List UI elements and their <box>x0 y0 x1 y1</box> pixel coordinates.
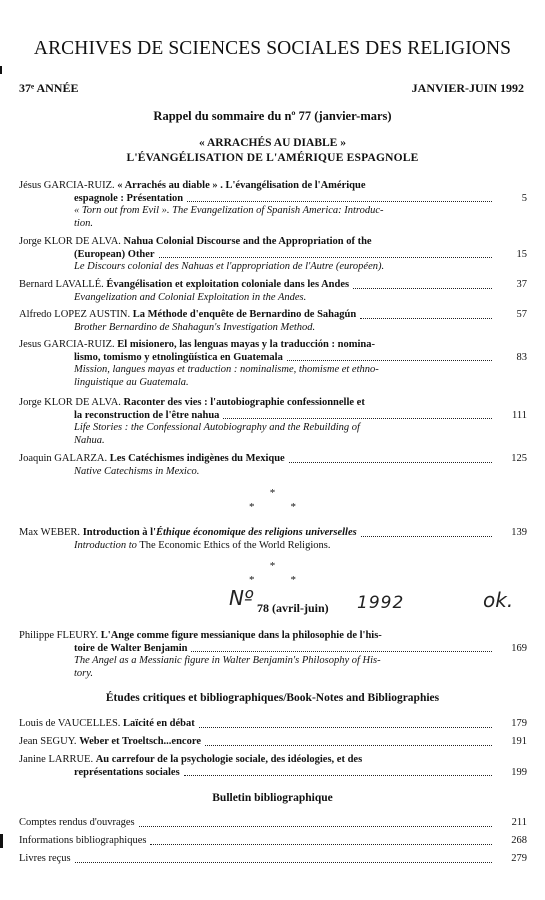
entry-title: Les Catéchismes indigènes du Mexique <box>109 453 285 464</box>
dot-leader <box>361 536 492 537</box>
dot-leader <box>205 745 492 746</box>
toc-entry <box>19 527 496 552</box>
handwritten-year-note: 1992 <box>357 593 405 613</box>
toc-entry <box>19 453 496 478</box>
toc-entry <box>19 180 496 230</box>
entry-title: Introduction à l' <box>82 527 157 538</box>
page-number: 199 <box>511 767 527 778</box>
page-number: 5 <box>521 193 527 204</box>
toc-entry <box>19 736 496 749</box>
dot-leader <box>353 288 492 289</box>
page-number: 268 <box>511 835 527 846</box>
page-number: 169 <box>511 643 527 654</box>
dot-leader <box>360 318 492 319</box>
entry-author: Jorge KLOR DE ALVA. <box>19 236 121 247</box>
entry-subtitle: Native Catechisms in Mexico. <box>74 465 200 477</box>
dot-leader <box>184 775 492 776</box>
entry-author: Jesus GARCIA-RUIZ. <box>19 339 115 350</box>
page-number: 191 <box>511 736 527 747</box>
dot-leader <box>287 360 492 361</box>
dot-leader <box>223 418 492 419</box>
page-number: 15 <box>516 249 527 260</box>
page-number: 179 <box>511 718 527 729</box>
recall-heading: Rappel du sommaire du nº 77 (janvier-mars) <box>153 109 392 123</box>
entry-author: Jésus GARCIA-RUIZ. <box>19 180 115 191</box>
entry-title: Laïcité en débat <box>123 718 195 729</box>
entry-subtitle: Brother Bernardino de Shahagun's Investigation Method. <box>74 321 316 333</box>
bulletin-label: Livres reçus <box>19 853 71 864</box>
entry-subtitle: The Angel as a Messianic figure in Walter Benjamin's Philosophy of His- <box>74 655 381 666</box>
etudes-heading: Études critiques et bibliographiques/Book-Notes and Bibliographies <box>105 692 440 704</box>
entry-subtitle: « Torn out from Evil ». The Evangelization of Spanish America: Introduc- <box>74 205 384 216</box>
entry-title: Nahua Colonial Discourse and the Appropriation of the <box>123 236 372 247</box>
entry-title: Raconter des vies : l'autobiographie confessionnelle et <box>123 397 365 408</box>
bulletin-label: Comptes rendus d'ouvrages <box>19 817 135 828</box>
bulletin-item <box>19 835 496 848</box>
toc-entry <box>19 718 496 731</box>
entry-author: Philippe FLEURY. <box>19 630 99 641</box>
entry-author: Bernard LAVALLÉ. <box>19 279 104 290</box>
page-number: 125 <box>511 453 527 464</box>
dot-leader <box>289 462 492 463</box>
entry-title-italic: Éthique économique des religions universelles <box>156 527 357 538</box>
star: * <box>290 574 296 586</box>
handwritten-ok-note: ok. <box>483 588 514 612</box>
toc-entry <box>19 397 496 447</box>
star: * <box>249 574 255 586</box>
bulletin-item <box>19 853 496 866</box>
issue-date: JANVIER-JUIN 1992 <box>411 81 524 95</box>
entry-title: Évangélisation et exploitation coloniale dans les Andes <box>106 279 350 290</box>
dot-leader <box>159 257 492 258</box>
page-number: 279 <box>511 853 527 864</box>
entry-subtitle: Evangelization and Colonial Exploitation in the Andes. <box>74 291 307 303</box>
entry-title-cont: représentations sociales <box>74 766 180 778</box>
entry-subtitle: Le Discours colonial des Nahuas et l'appropriation de l'Autre (européen). <box>74 261 385 272</box>
entry-title: Weber et Troeltsch...encore <box>79 736 201 747</box>
toc-entry <box>19 754 496 779</box>
entry-subtitle-cont: tion. <box>74 217 93 229</box>
entry-author: Janine LARRUE. <box>19 754 94 765</box>
dot-leader <box>199 727 492 728</box>
star: * <box>269 487 276 499</box>
section-separator <box>0 488 545 499</box>
dot-leader <box>187 201 492 202</box>
toc-entry <box>19 630 496 680</box>
entry-title: La Méthode d'enquête de Bernardino de Sahagún <box>132 309 357 320</box>
entry-subtitle-cont: linguistique au Guatemala. <box>74 376 189 388</box>
entry-title-cont: (European) Other <box>74 248 155 260</box>
entry-title-cont: la reconstruction de l'être nahua <box>74 409 220 421</box>
section-separator <box>0 561 545 572</box>
page-number: 211 <box>511 817 527 828</box>
entry-subtitle: The Economic Ethics of the World Religions. <box>136 539 331 551</box>
star: * <box>249 501 255 513</box>
page-number: 139 <box>511 527 527 538</box>
dot-leader <box>75 862 492 863</box>
toc-entry <box>19 236 496 274</box>
dot-leader <box>139 826 492 827</box>
entry-title: « Arrachés au diable » . L'évangélisation de l'Amérique <box>117 180 366 191</box>
star: * <box>269 560 276 572</box>
bulletin-heading: Bulletin bibliographique <box>212 792 333 804</box>
entry-author: Alfredo LOPEZ AUSTIN. <box>19 309 131 320</box>
entry-author: Jorge KLOR DE ALVA. <box>19 397 121 408</box>
entry-subtitle: Mission, langues mayas et traduction : nominalisme, thomisme et ethno- <box>74 364 379 375</box>
theme-line-1: « ARRACHÉS AU DIABLE » <box>199 137 346 149</box>
entry-author: Louis de VAUCELLES. <box>19 718 121 729</box>
star: * <box>290 501 296 513</box>
page-number: 83 <box>516 352 527 363</box>
section-separator <box>0 575 545 586</box>
year-label: 37ᵉ ANNÉE <box>19 81 79 95</box>
entry-author: Joaquin GALARZA. <box>19 453 108 464</box>
entry-title: L'Ange comme figure messianique dans la philosophie de l'his- <box>100 630 382 641</box>
entry-title-cont: toire de Walter Benjamin <box>74 642 188 654</box>
journal-title: ARCHIVES DE SCIENCES SOCIALES DES RELIGIONS <box>33 38 512 59</box>
entry-title: El misionero, las lenguas mayas y la traducción : nomina- <box>117 339 375 350</box>
entry-subtitle-italic: Introduction to <box>74 539 137 551</box>
dot-leader <box>150 844 492 845</box>
entry-subtitle-cont: Nahua. <box>74 434 105 446</box>
toc-entry <box>19 279 496 304</box>
scan-mark <box>0 834 3 848</box>
page-number: 37 <box>516 279 527 290</box>
entry-author: Jean SEGUY. <box>19 736 77 747</box>
entry-subtitle-cont: tory. <box>74 667 93 679</box>
bulletin-label: Informations bibliographiques <box>19 835 147 846</box>
issue-78-heading: 78 (avril-juin) <box>257 601 329 615</box>
entry-title-cont: lismo, tomismo y etnolingüística en Guatemala <box>74 351 283 363</box>
toc-entry <box>19 339 496 389</box>
handwritten-number-mark: Nº <box>229 586 254 610</box>
page-number: 111 <box>512 410 527 421</box>
scan-mark <box>0 66 2 74</box>
section-separator <box>0 502 545 513</box>
entry-subtitle: Life Stories : the Confessional Autobiography and the Rebuilding of <box>74 422 360 433</box>
page-number: 57 <box>516 309 527 320</box>
bulletin-item <box>19 817 496 830</box>
theme-line-2: L'ÉVANGÉLISATION DE L'AMÉRIQUE ESPAGNOLE <box>126 152 419 164</box>
entry-author: Max WEBER. <box>19 527 81 538</box>
entry-title: Au carrefour de la psychologie sociale, des idéologies, et des <box>95 754 363 765</box>
dot-leader <box>191 651 492 652</box>
toc-entry <box>19 309 496 334</box>
entry-title-cont: espagnole : Présentation <box>74 192 184 204</box>
